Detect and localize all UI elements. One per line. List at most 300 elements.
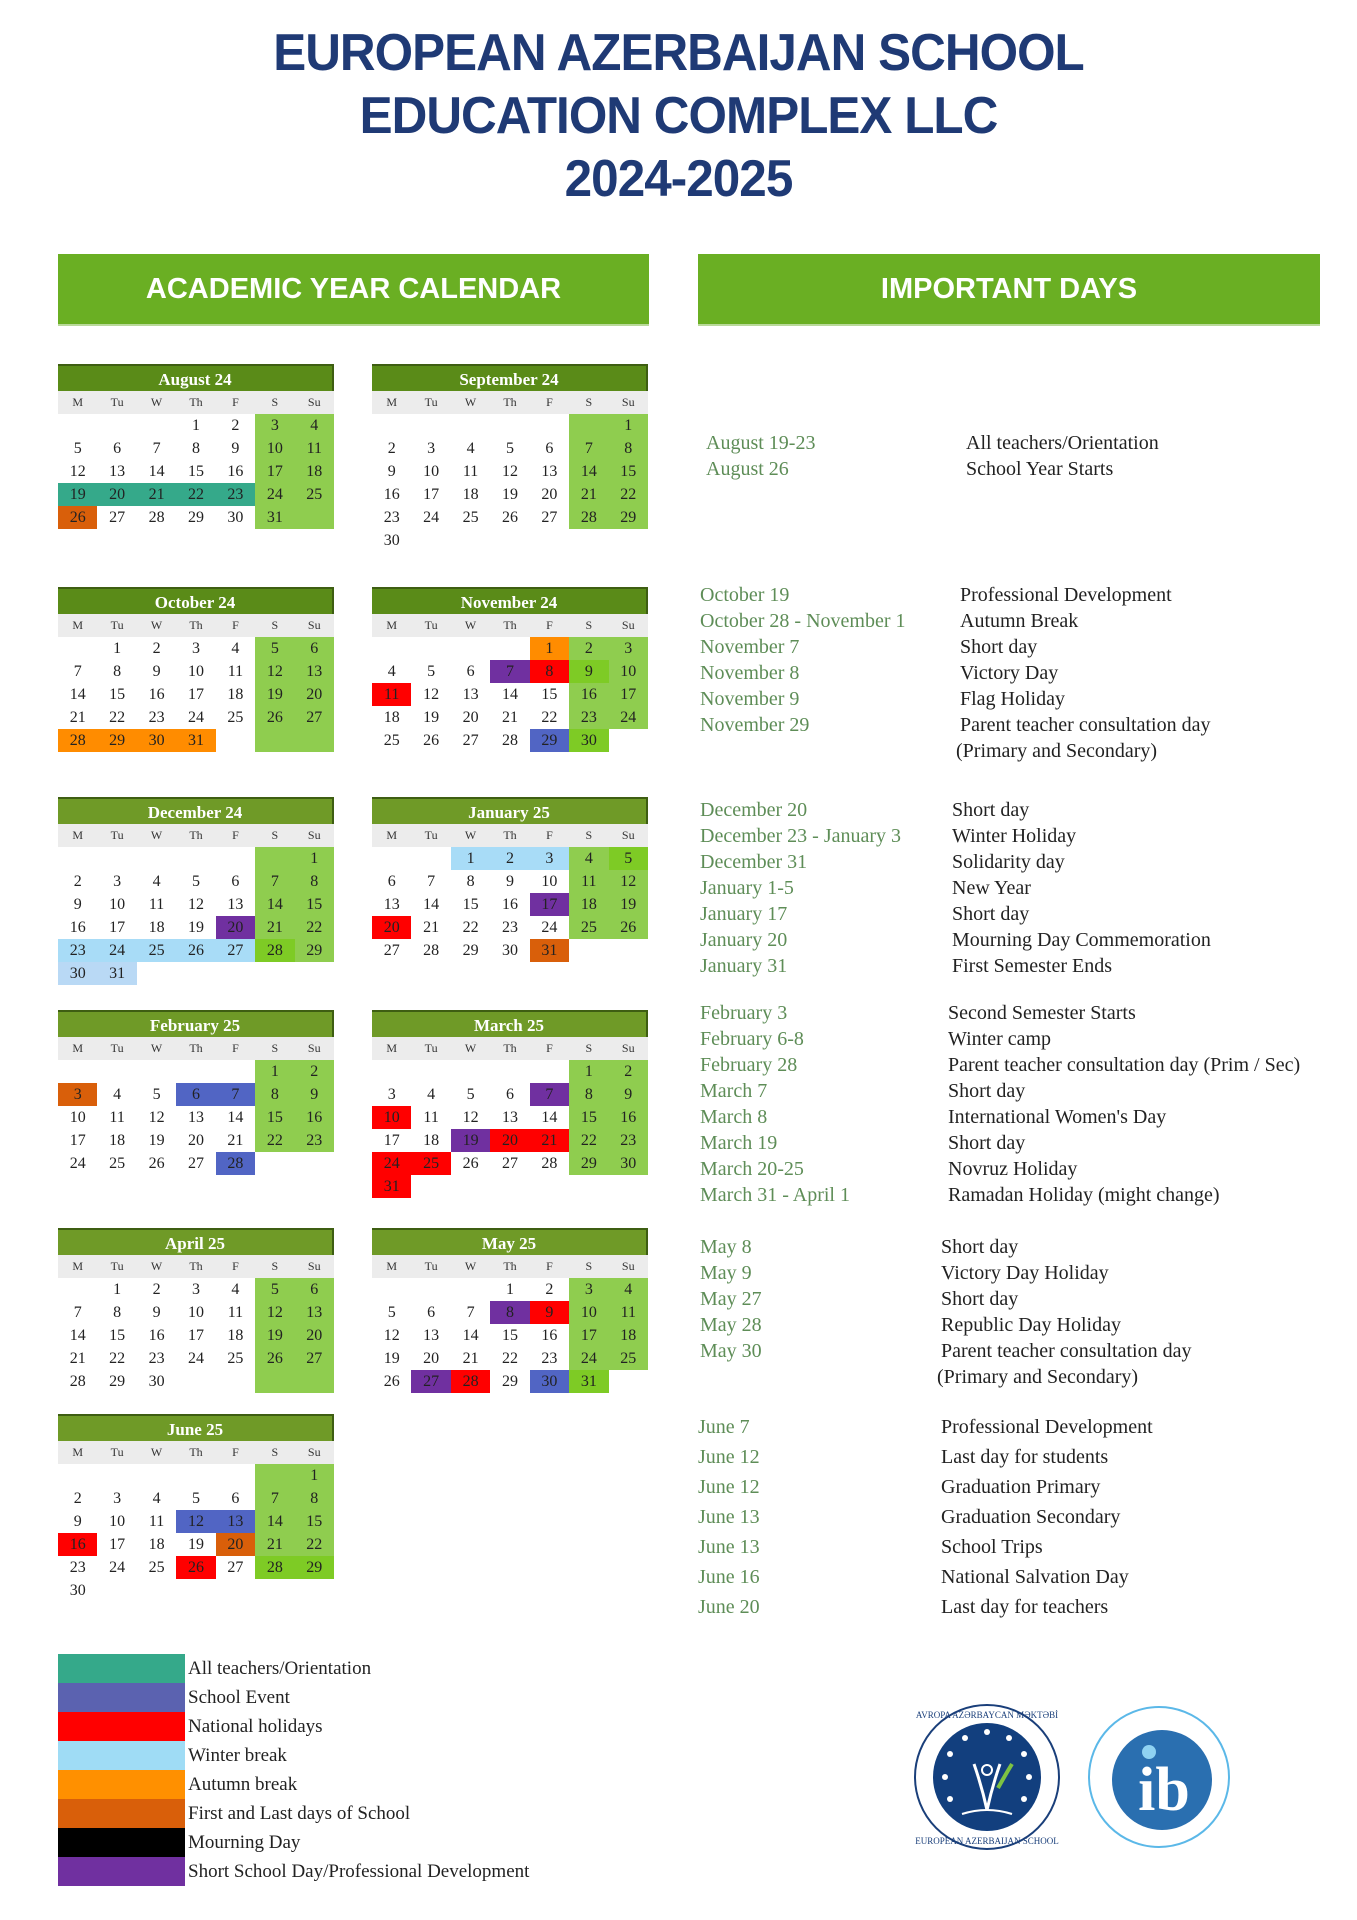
weekday-label: S xyxy=(585,395,593,409)
important-day-row xyxy=(700,1312,1191,1338)
day-cell: 9 xyxy=(505,873,514,890)
day-cell: 11 xyxy=(569,870,608,893)
day-cell: 7 xyxy=(255,870,294,893)
ib-association-logo xyxy=(1084,1702,1234,1852)
important-date: November 8 xyxy=(700,662,800,684)
day-cell: 3 xyxy=(255,414,294,437)
weekday-label: Th xyxy=(189,1259,203,1273)
important-date: October 19 xyxy=(700,584,790,606)
important-date: August 19-23 xyxy=(706,432,816,454)
weekday-label: Su xyxy=(621,618,635,632)
month-april xyxy=(58,1228,334,1393)
day-cell: 20 xyxy=(423,1350,440,1367)
day-cell: 23 xyxy=(148,1350,165,1367)
weekday-label: S xyxy=(585,1041,593,1055)
day-cell: 19 xyxy=(501,486,518,503)
legend-swatch xyxy=(58,1712,185,1741)
important-group-may xyxy=(700,1234,1191,1390)
svg-text:ib: ib xyxy=(1138,1756,1190,1824)
day-cell: 18 xyxy=(295,460,334,483)
day-cell: 16 xyxy=(501,896,518,913)
day-cell: 11 xyxy=(227,663,244,680)
empty-cell xyxy=(58,414,97,437)
day-cell: 22 xyxy=(295,916,334,939)
day-cell: 19 xyxy=(187,1536,204,1553)
legend-swatch xyxy=(58,1683,185,1712)
day-cell: 18 xyxy=(227,1327,244,1344)
day-cell: 6 xyxy=(466,663,475,680)
day-cell: 8 xyxy=(113,1304,122,1321)
day-cell: 7 xyxy=(255,1487,294,1510)
day-cell: 12 xyxy=(609,870,648,893)
day-cell: 16 xyxy=(569,683,608,706)
weekday-label: Th xyxy=(503,1259,517,1273)
weekday-header xyxy=(58,614,334,637)
weekday-label: S xyxy=(585,828,593,842)
important-group-feb-mar xyxy=(700,1000,1300,1208)
important-description: Mourning Day Commemoration xyxy=(952,929,1211,951)
legend-item xyxy=(58,1741,529,1770)
empty-cell xyxy=(569,529,608,552)
day-cell: 10 xyxy=(423,463,440,480)
day-cell: 21 xyxy=(69,1350,86,1367)
day-cell: 12 xyxy=(462,1109,479,1126)
day-cell: 28 xyxy=(255,1556,294,1579)
empty-cell xyxy=(255,1464,294,1487)
day-cell: 15 xyxy=(255,1106,294,1129)
day-cell: 18 xyxy=(109,1132,126,1149)
empty-cell xyxy=(295,1370,334,1393)
legend-swatch xyxy=(58,1770,185,1799)
empty-cell xyxy=(530,414,569,437)
day-cell: 1 xyxy=(255,1060,294,1083)
day-cell: 10 xyxy=(69,1109,86,1126)
empty-cell xyxy=(411,529,450,552)
weekday-label: Tu xyxy=(424,1259,438,1273)
weekday-label: Tu xyxy=(110,828,124,842)
important-day-row xyxy=(698,1592,1153,1622)
day-cell: 3 xyxy=(191,1281,200,1298)
day-cell: 6 xyxy=(387,873,396,890)
legend-label: National holidays xyxy=(188,1715,323,1737)
empty-cell xyxy=(255,962,294,985)
day-cell: 15 xyxy=(609,460,648,483)
day-cell: 30 xyxy=(227,509,244,526)
month-title: December 24 xyxy=(58,797,334,824)
important-description: Short day xyxy=(952,799,1030,821)
important-group-oct-nov xyxy=(700,582,1210,764)
month-may xyxy=(372,1228,648,1393)
legend-label: All teachers/Orientation xyxy=(188,1657,372,1679)
day-cell: 13 xyxy=(216,1510,255,1533)
day-cell: 29 xyxy=(462,942,479,959)
day-cell: 29 xyxy=(569,1152,608,1175)
legend-item xyxy=(58,1857,529,1886)
day-cell: 12 xyxy=(187,896,204,913)
month-september xyxy=(372,364,648,552)
day-cell: 22 xyxy=(569,1129,608,1152)
day-cell: 11 xyxy=(423,1109,439,1126)
important-day-row xyxy=(700,1026,1300,1052)
month-october xyxy=(58,587,334,752)
important-description: Victory Day xyxy=(960,662,1059,684)
important-day-row xyxy=(700,582,1210,608)
day-cell: 24 xyxy=(187,709,204,726)
day-cell: 8 xyxy=(295,1487,334,1510)
day-cell: 31 xyxy=(372,1175,411,1198)
important-description: Short day xyxy=(941,1236,1019,1258)
day-cell: 4 xyxy=(569,847,608,870)
day-cell: 2 xyxy=(569,637,608,660)
important-day-row xyxy=(700,608,1210,634)
important-date: March 8 xyxy=(700,1106,768,1128)
day-cell: 5 xyxy=(387,1304,396,1321)
weekday-label: M xyxy=(72,1259,84,1273)
empty-cell xyxy=(569,939,608,962)
important-date: June 13 xyxy=(698,1536,760,1558)
empty-cell xyxy=(58,847,97,870)
weekday-label: W xyxy=(464,828,477,842)
day-cell: 11 xyxy=(109,1109,125,1126)
important-day-row xyxy=(700,1156,1300,1182)
legend-label: Mourning Day xyxy=(188,1831,301,1853)
weekday-header xyxy=(372,824,648,847)
important-date: October 28 - November 1 xyxy=(700,610,906,632)
legend-item xyxy=(58,1799,529,1828)
day-cell: 18 xyxy=(383,709,400,726)
day-cell: 16 xyxy=(541,1327,558,1344)
day-cell: 12 xyxy=(501,463,518,480)
empty-cell xyxy=(569,414,608,437)
day-cell: 8 xyxy=(569,1083,608,1106)
important-description: Short day xyxy=(948,1080,1026,1102)
empty-cell xyxy=(530,1175,569,1198)
day-cell: 29 xyxy=(530,729,569,752)
svg-text:AVROPA AZƏRBAYCAN MƏKTƏBİ: AVROPA AZƏRBAYCAN MƏKTƏBİ xyxy=(915,1710,1059,1720)
important-date: May 30 xyxy=(700,1340,762,1362)
important-day-row xyxy=(700,1052,1300,1078)
weekday-label: S xyxy=(271,1041,279,1055)
day-cell: 31 xyxy=(255,506,294,529)
color-legend xyxy=(58,1654,529,1886)
weekday-label: F xyxy=(232,828,239,842)
day-cell: 31 xyxy=(530,939,569,962)
empty-cell xyxy=(97,847,136,870)
important-description: Short day xyxy=(960,636,1038,658)
empty-cell xyxy=(372,637,411,660)
day-cell: 11 xyxy=(148,896,165,913)
weekday-label: W xyxy=(464,1259,477,1273)
important-day-subrow xyxy=(700,1364,1191,1390)
important-date: May 8 xyxy=(700,1236,752,1258)
empty-cell xyxy=(97,414,136,437)
day-cell: 12 xyxy=(423,686,440,703)
weekday-label: F xyxy=(232,618,239,632)
weekday-label: Su xyxy=(307,1259,321,1273)
day-cell: 18 xyxy=(148,1536,165,1553)
weekday-label: W xyxy=(150,1259,163,1273)
day-cell: 22 xyxy=(295,1533,334,1556)
day-cell: 8 xyxy=(191,440,200,457)
day-cell: 1 xyxy=(609,414,648,437)
important-date: March 20-25 xyxy=(700,1158,804,1180)
important-day-row xyxy=(700,1338,1191,1364)
important-description: Novruz Holiday xyxy=(948,1158,1078,1180)
day-cell: 14 xyxy=(569,460,608,483)
days-grid xyxy=(58,414,334,529)
day-cell: 23 xyxy=(58,939,97,962)
day-cell: 8 xyxy=(295,870,334,893)
legend-swatch xyxy=(58,1654,185,1683)
day-cell: 11 xyxy=(227,1304,244,1321)
important-date: August 26 xyxy=(706,458,789,480)
day-cell: 17 xyxy=(383,1132,400,1149)
day-cell: 19 xyxy=(148,1132,165,1149)
day-cell: 28 xyxy=(569,506,608,529)
important-day-subrow xyxy=(700,738,1210,764)
day-cell: 5 xyxy=(191,873,200,890)
weekday-label: M xyxy=(72,828,84,842)
empty-cell xyxy=(609,529,648,552)
day-cell: 27 xyxy=(295,706,334,729)
day-cell: 29 xyxy=(295,1556,334,1579)
empty-cell xyxy=(255,1370,294,1393)
days-grid xyxy=(372,1060,648,1198)
day-cell: 25 xyxy=(227,709,244,726)
empty-cell xyxy=(295,962,334,985)
day-cell: 26 xyxy=(501,509,518,526)
day-cell: 3 xyxy=(191,640,200,657)
day-cell: 13 xyxy=(187,1109,204,1126)
empty-cell xyxy=(490,637,529,660)
days-grid xyxy=(58,1464,334,1602)
weekday-label: Th xyxy=(189,828,203,842)
day-cell: 14 xyxy=(148,463,165,480)
important-description: Professional Development xyxy=(960,584,1172,606)
day-cell: 16 xyxy=(295,1106,334,1129)
day-cell: 29 xyxy=(609,506,648,529)
day-cell: 7 xyxy=(152,440,161,457)
weekday-label: Tu xyxy=(424,395,438,409)
day-cell: 8 xyxy=(255,1083,294,1106)
days-grid xyxy=(58,637,334,752)
day-cell: 31 xyxy=(176,729,215,752)
empty-cell xyxy=(451,637,490,660)
important-description: Flag Holiday xyxy=(960,688,1065,710)
day-cell: 6 xyxy=(545,440,554,457)
important-description: Solidarity day xyxy=(952,851,1065,873)
weekday-label: M xyxy=(386,618,398,632)
important-day-row xyxy=(700,1234,1191,1260)
day-cell: 1 xyxy=(295,847,334,870)
day-cell: 23 xyxy=(295,1129,334,1152)
month-title: October 24 xyxy=(58,587,334,614)
day-cell: 17 xyxy=(609,683,648,706)
day-cell: 16 xyxy=(148,1327,165,1344)
day-cell: 19 xyxy=(451,1129,490,1152)
weekday-label: Su xyxy=(307,1041,321,1055)
empty-cell xyxy=(411,1175,450,1198)
day-cell: 26 xyxy=(423,732,440,749)
day-cell: 24 xyxy=(569,1347,608,1370)
day-cell: 17 xyxy=(255,460,294,483)
day-cell: 25 xyxy=(109,1155,126,1172)
day-cell: 4 xyxy=(152,873,161,890)
month-title: February 25 xyxy=(58,1010,334,1037)
day-cell: 23 xyxy=(569,706,608,729)
title-line-1: EUROPEAN AZERBAIJAN SCHOOL xyxy=(273,24,1084,82)
weekday-label: Th xyxy=(189,395,203,409)
day-cell: 1 xyxy=(191,417,200,434)
day-cell: 13 xyxy=(423,1327,440,1344)
day-cell: 21 xyxy=(137,483,176,506)
day-cell: 5 xyxy=(505,440,514,457)
important-group-august xyxy=(706,430,1159,482)
day-cell: 6 xyxy=(231,873,240,890)
important-day-row xyxy=(700,849,1211,875)
important-description-sub: (Primary and Secondary) xyxy=(956,740,1158,762)
important-description: International Women's Day xyxy=(948,1106,1167,1128)
day-cell: 20 xyxy=(295,683,334,706)
weekday-label: W xyxy=(150,618,163,632)
day-cell: 17 xyxy=(569,1324,608,1347)
weekday-label: Su xyxy=(307,828,321,842)
day-cell: 15 xyxy=(187,463,204,480)
day-cell: 22 xyxy=(462,919,479,936)
day-cell: 27 xyxy=(216,939,255,962)
day-cell: 24 xyxy=(109,1559,126,1576)
month-title: January 25 xyxy=(372,797,648,824)
day-cell: 28 xyxy=(148,509,165,526)
day-cell: 25 xyxy=(137,939,176,962)
weekday-label: Tu xyxy=(110,1259,124,1273)
month-march xyxy=(372,1010,648,1198)
european-azerbaijan-school-logo xyxy=(912,1702,1062,1852)
empty-cell xyxy=(176,847,215,870)
day-cell: 26 xyxy=(462,1155,479,1172)
day-cell: 16 xyxy=(69,919,86,936)
weekday-label: W xyxy=(464,1041,477,1055)
day-cell: 15 xyxy=(541,686,558,703)
weekday-label: Su xyxy=(307,395,321,409)
month-title: September 24 xyxy=(372,364,648,391)
important-description: Republic Day Holiday xyxy=(941,1314,1121,1336)
day-cell: 22 xyxy=(609,483,648,506)
day-cell: 13 xyxy=(383,896,400,913)
important-day-row xyxy=(700,823,1211,849)
weekday-label: S xyxy=(271,618,279,632)
important-date: May 27 xyxy=(700,1288,762,1310)
legend-label: Short School Day/Professional Development xyxy=(188,1860,530,1882)
important-date: January 20 xyxy=(700,929,788,951)
empty-cell xyxy=(216,1370,255,1393)
empty-cell xyxy=(137,962,176,985)
empty-cell xyxy=(372,1278,411,1301)
day-cell: 30 xyxy=(609,1152,648,1175)
day-cell: 7 xyxy=(466,1304,475,1321)
day-cell: 6 xyxy=(295,637,334,660)
day-cell: 20 xyxy=(490,1129,529,1152)
day-cell: 18 xyxy=(462,486,479,503)
weekday-label: M xyxy=(72,395,84,409)
month-title: June 25 xyxy=(58,1414,334,1441)
weekday-label: S xyxy=(585,1259,593,1273)
day-cell: 6 xyxy=(176,1083,215,1106)
day-cell: 25 xyxy=(227,1350,244,1367)
important-group-june xyxy=(698,1412,1153,1622)
important-date: May 9 xyxy=(700,1262,752,1284)
day-cell: 15 xyxy=(295,893,334,916)
weekday-label: Th xyxy=(189,1041,203,1055)
empty-cell xyxy=(137,414,176,437)
legend-label: School Event xyxy=(188,1686,290,1708)
empty-cell xyxy=(176,1060,215,1083)
day-cell: 1 xyxy=(113,640,122,657)
important-day-row xyxy=(700,1078,1300,1104)
day-cell: 21 xyxy=(255,916,294,939)
month-november xyxy=(372,587,648,752)
day-cell: 17 xyxy=(423,486,440,503)
day-cell: 11 xyxy=(372,683,411,706)
weekday-label: F xyxy=(546,1041,553,1055)
weekday-label: Th xyxy=(503,395,517,409)
important-date: June 13 xyxy=(698,1506,760,1528)
day-cell: 3 xyxy=(609,637,648,660)
important-day-row xyxy=(698,1532,1153,1562)
day-cell: 14 xyxy=(423,896,440,913)
important-day-row xyxy=(700,712,1210,738)
important-day-row xyxy=(698,1442,1153,1472)
empty-cell xyxy=(216,1464,255,1487)
day-cell: 30 xyxy=(148,1373,165,1390)
day-cell: 13 xyxy=(295,1301,334,1324)
day-cell: 3 xyxy=(569,1278,608,1301)
day-cell: 9 xyxy=(295,1083,334,1106)
important-day-row xyxy=(698,1562,1153,1592)
day-cell: 18 xyxy=(227,686,244,703)
day-cell: 22 xyxy=(255,1129,294,1152)
weekday-label: M xyxy=(386,1041,398,1055)
weekday-header xyxy=(372,1255,648,1278)
empty-cell xyxy=(411,637,450,660)
legend-label: Winter break xyxy=(188,1744,287,1766)
weekday-label: M xyxy=(386,1259,398,1273)
important-description: First Semester Ends xyxy=(952,955,1112,977)
legend-swatch xyxy=(58,1857,185,1886)
empty-cell xyxy=(216,729,255,752)
day-cell: 21 xyxy=(501,709,518,726)
empty-cell xyxy=(372,847,411,870)
weekday-label: S xyxy=(585,618,593,632)
days-grid xyxy=(58,847,334,985)
important-day-row xyxy=(700,953,1211,979)
empty-cell xyxy=(295,1152,334,1175)
weekday-label: F xyxy=(546,395,553,409)
day-cell: 13 xyxy=(109,463,126,480)
day-cell: 7 xyxy=(490,660,529,683)
day-cell: 3 xyxy=(530,847,569,870)
day-cell: 13 xyxy=(295,660,334,683)
day-cell: 28 xyxy=(216,1152,255,1175)
day-cell: 9 xyxy=(73,1513,82,1530)
weekday-label: Tu xyxy=(424,618,438,632)
day-cell: 21 xyxy=(462,1350,479,1367)
day-cell: 2 xyxy=(231,417,240,434)
days-grid xyxy=(372,847,648,962)
day-cell: 17 xyxy=(109,1536,126,1553)
empty-cell xyxy=(58,1464,97,1487)
empty-cell xyxy=(255,847,294,870)
